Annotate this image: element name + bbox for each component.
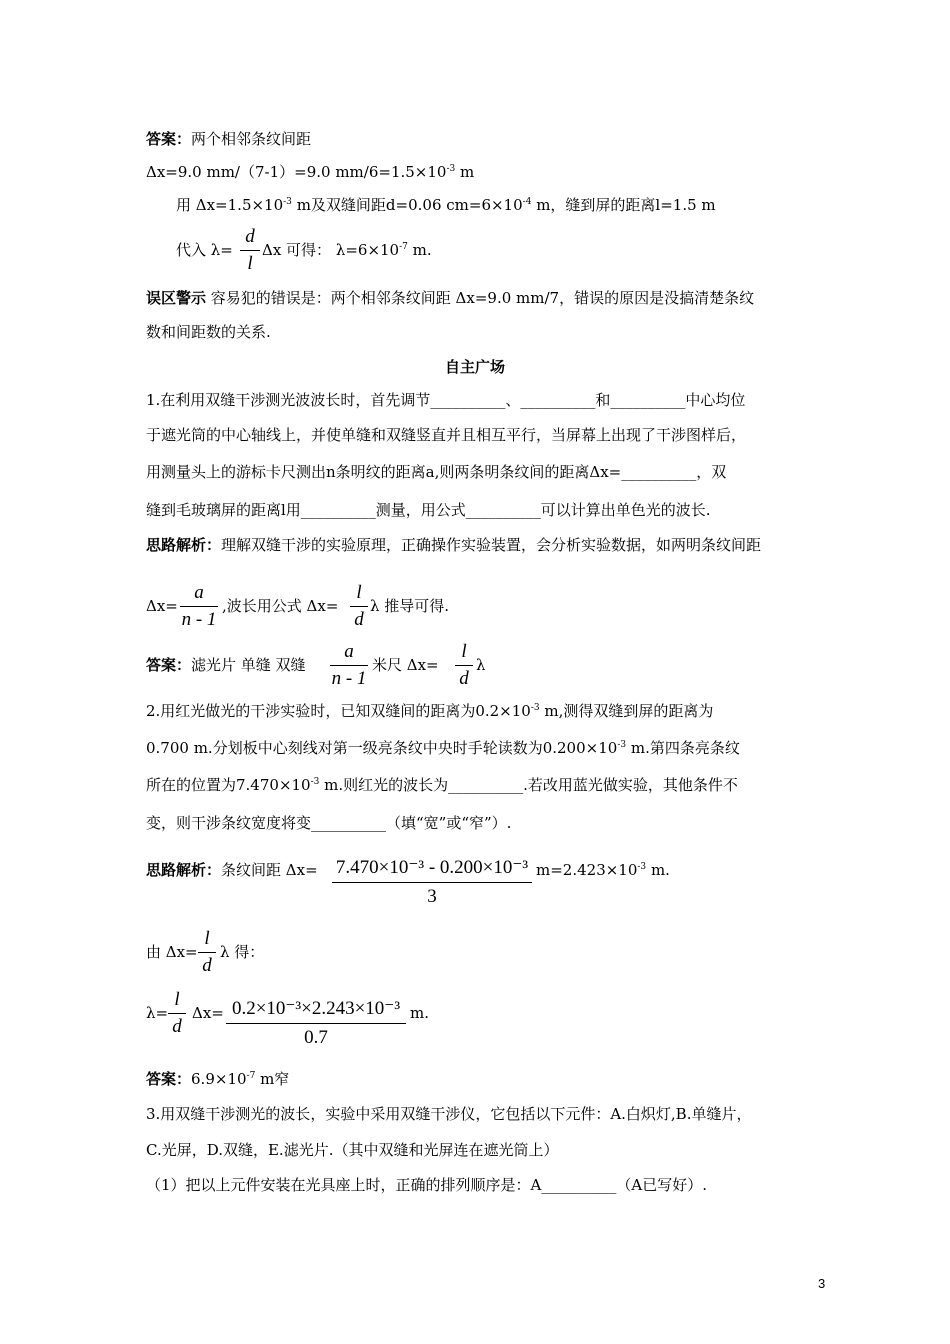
exponent: -7 <box>246 1071 256 1081</box>
q2-analysis <box>146 860 318 880</box>
fraction-bar <box>168 1013 186 1014</box>
q2-from-post: λ 得： <box>220 943 265 961</box>
numerator: l <box>356 582 362 603</box>
unit-text: m. <box>646 861 670 879</box>
analysis-text: 条纹间距 Δx= <box>221 861 318 879</box>
denominator: d <box>459 668 469 689</box>
numerator: l <box>204 928 210 949</box>
question-text: m.则红光的波长为__________.若改用蓝光做实验，其他条件不 <box>319 776 738 794</box>
fraction-bar <box>330 665 368 666</box>
answer-line-1 <box>146 129 311 149</box>
fraction-bar <box>180 606 218 607</box>
q1-answer-post: λ <box>476 656 486 674</box>
exponent: -4 <box>522 197 532 207</box>
formula-text: m. <box>407 241 432 259</box>
warning-line-1 <box>146 288 754 308</box>
question-text: 所在的位置为7.470×10 <box>146 776 311 794</box>
numerator: l <box>461 641 467 662</box>
numerator: a <box>344 641 354 662</box>
answer-text: 滤光片 单缝 双缝 <box>191 656 306 674</box>
formula-text: Δx 可得： λ=6×10 <box>262 241 400 259</box>
formula-text: m，缝到屏的距离l=1.5 m <box>531 196 716 214</box>
denominator: d <box>202 955 212 976</box>
section-title: 自主广场 <box>444 358 505 376</box>
question-text: m,测得双缝到屏的距离为 <box>539 702 714 720</box>
question-text: 0.700 m.分划板中心刻线对第一级亮条纹中央时手轮读数为0.200×10 <box>146 739 618 757</box>
formula-text: 用 Δx=1.5×10 <box>176 196 284 214</box>
fraction-a-over-n-1 <box>180 582 218 631</box>
warning-label: 误区警示 <box>146 289 207 307</box>
q3-line-2: C.光屏，D.双缝，E.滤光片.（其中双缝和光屏连在遮光筒上） <box>146 1141 559 1159</box>
formula-text: Δx=9.0 mm/（7-1）=9.0 mm/6=1.5×10 <box>146 163 447 181</box>
q1-line-1: 1.在利用双缝干涉测光波波长时，首先调节__________、__________和__________中心均位 <box>146 391 746 409</box>
exponent: -7 <box>399 242 408 252</box>
q2-lambda-pre: λ= <box>146 1004 169 1022</box>
q3-line-1: 3.用双缝干涉测光的波长，实验中采用双缝干涉仪，它包括以下元件：A.白炽灯,B.单缝片， <box>146 1105 752 1123</box>
answer-label: 答案： <box>146 130 192 148</box>
fraction-difference-over-3 <box>332 856 532 909</box>
q2-line-1 <box>146 701 713 721</box>
q1-answer <box>146 655 306 675</box>
q2-line-3 <box>146 775 738 795</box>
q1-answer-mid: 米尺 Δx= <box>372 656 439 674</box>
exponent: -3 <box>637 862 647 872</box>
denominator: n - 1 <box>181 609 217 630</box>
fraction-bar <box>198 952 216 953</box>
answer-label: 答案： <box>146 656 192 674</box>
answer-line-2 <box>146 162 474 182</box>
denominator: n - 1 <box>331 668 367 689</box>
fraction-l-over-d-q2 <box>198 928 216 977</box>
answer-text: m窄 <box>255 1070 290 1088</box>
denominator: l <box>247 253 253 274</box>
fraction-a-over-n-1-answer <box>330 641 368 690</box>
numerator: a <box>194 582 204 603</box>
fraction-l-over-d-answer <box>455 641 473 690</box>
unit-text: m <box>455 163 475 181</box>
q1-line-4: 缝到毛玻璃屏的距离l用__________测量，用公式__________可以计算出单色光的波长. <box>146 501 711 519</box>
fraction-bar <box>240 250 260 251</box>
denominator: 3 <box>427 886 437 907</box>
question-text: 2.用红光做光的干涉实验时，已知双缝间的距离为0.2×10 <box>146 702 531 720</box>
numerator: l <box>174 989 180 1010</box>
exponent: -3 <box>310 777 320 787</box>
denominator: 0.7 <box>304 1027 328 1048</box>
warning-text: 数和间距数的关系. <box>146 323 271 341</box>
fraction-bar <box>350 606 368 607</box>
q1-analysis <box>146 535 761 555</box>
analysis-text: 理解双缝干涉的实验原理，正确操作实验装置，会分析实验数据，如两明条纹间距 <box>221 536 762 554</box>
warning-line-2 <box>146 322 271 342</box>
answer-text: 两个相邻条纹间距 <box>191 130 312 148</box>
exponent: -3 <box>446 164 456 174</box>
answer-text: 6.9×10 <box>191 1070 247 1088</box>
numerator: 0.2×10⁻³×2.243×10⁻³ <box>231 998 401 1019</box>
fraction-bar <box>226 1023 406 1024</box>
fraction-d-over-l <box>240 226 260 275</box>
page-number: 3 <box>818 1276 826 1291</box>
answer-line-3 <box>176 195 716 215</box>
fraction-bar <box>332 882 532 883</box>
q2-line-4: 变，则干涉条纹宽度将变__________（填“宽”或“窄”）. <box>146 814 512 832</box>
formula-text: m及双缝间距d=0.06 cm=6×10 <box>291 196 523 214</box>
answer-line-4-post <box>262 240 432 260</box>
warning-text: 容易犯的错误是：两个相邻条纹间距 Δx=9.0 mm/7，错误的原因是没搞清楚条纹 <box>206 289 755 307</box>
exponent: -3 <box>283 197 292 207</box>
answer-label: 答案： <box>146 1070 192 1088</box>
q1-formula-post: λ 推导可得. <box>370 597 450 615</box>
answer-line-4-pre <box>176 240 233 260</box>
q1-line-3: 用测量头上的游标卡尺测出n条明纹的距离a,则两条明条纹间的距离Δx=__________，双 <box>146 463 727 481</box>
q2-lambda-post: m. <box>410 1004 429 1022</box>
q1-line-2: 于遮光筒的中心轴线上，并使单缝和双缝竖直并且相互平行，当屏幕上出现了干涉图样后， <box>146 426 747 444</box>
denominator: d <box>354 609 364 630</box>
question-text: m.第四条亮条纹 <box>626 739 740 757</box>
analysis-label: 思路解析： <box>146 861 222 879</box>
analysis-text: m=2.423×10 <box>536 861 638 879</box>
q2-from-pre: 由 Δx= <box>146 943 198 961</box>
numerator: 7.470×10⁻³ - 0.200×10⁻³ <box>335 857 529 878</box>
fraction-bar <box>455 665 473 666</box>
numerator: d <box>245 226 255 247</box>
q2-line-2 <box>146 738 740 758</box>
exponent: -3 <box>530 703 540 713</box>
analysis-label: 思路解析： <box>146 536 222 554</box>
fraction-l-over-d <box>350 582 368 631</box>
q2-answer <box>146 1069 289 1089</box>
q1-formula-pre: Δx= <box>146 597 178 615</box>
q2-lambda-mid: Δx= <box>192 1004 224 1022</box>
fraction-product-over-0-7 <box>226 997 406 1050</box>
q3-line-3: （1）把以上元件安装在光具座上时，正确的排列顺序是：A__________（A已写好）. <box>146 1176 707 1194</box>
q2-analysis-post <box>536 860 670 880</box>
denominator: d <box>172 1016 182 1037</box>
q1-formula-mid: ,波长用公式 Δx= <box>222 597 339 615</box>
fraction-l-over-d-lambda <box>168 989 186 1038</box>
exponent: -3 <box>617 740 627 750</box>
formula-text: 代入 λ= <box>176 241 233 259</box>
